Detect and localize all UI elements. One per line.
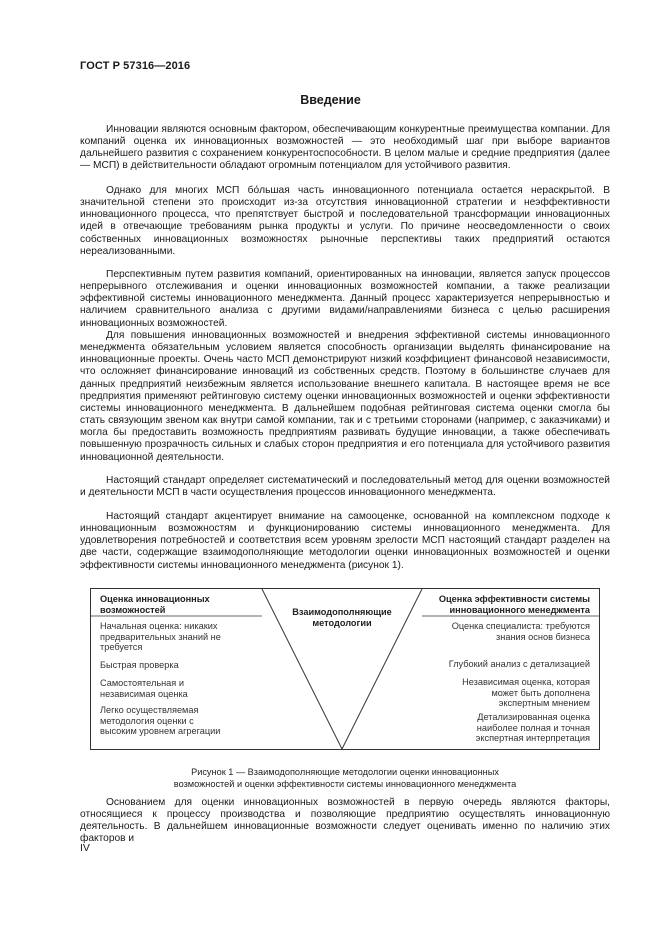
left-item-2: Быстрая проверка bbox=[100, 660, 179, 670]
caption-line-1: Рисунок 1 — Взаимодополняющие методологии оценки инновационных bbox=[191, 767, 499, 777]
left-item-4: Легко осуществляемая методология оценки с высоким уровнем агрегации bbox=[100, 705, 221, 737]
left-item-1: Начальная оценка: никаких предварительных знаний не требуется bbox=[100, 621, 221, 653]
page-number: IV bbox=[80, 842, 90, 854]
paragraph-after-figure: Основанием для оценки инновационных возможностей в первую очередь являются факторы, относящиеся к процессу производства и позволяющие предприятию осуществлять инновационную деятельность. В дальнейшем инновационные возможности следует оценивать именно по наличию этих факторов и bbox=[80, 797, 610, 845]
paragraph-3: Перспективным путем развития компаний, ориентированных на инновации, является запуск процессов непрерывного отслеживания и оценки инновационных возможностей компании, а также реализации эффективной системы инновационного менеджмента. Данный процесс характеризуется непрерывностью и наличием сравнительного анализа с другими видами/направлениями бизнеса с целью расширения инновационных возможностей. bbox=[80, 269, 610, 329]
standard-header: ГОСТ Р 57316—2016 bbox=[80, 60, 191, 72]
paragraph-5: Настоящий стандарт определяет систематический и последовательный метод для оценки возможностей и деятельности МСП в части осуществления процессов инновационного менеджмента. bbox=[80, 475, 610, 499]
right-item-4: Детализированная оценка наиболее полная и точная экспертная интерпретация bbox=[475, 712, 590, 744]
figure-1 bbox=[90, 588, 600, 758]
figure-caption bbox=[80, 766, 610, 790]
section-title: Введение bbox=[300, 93, 361, 107]
paragraph-6: Настоящий стандарт акцентирует внимание на самооценке, основанной на комплексном подходе к инновационным возможностям и функционированию системы инновационного менеджмента. Для удовлетворения потребностей и соответствия всем уровням зрелости МСП настоящий стандарт разделен на две части, содержащие взаимодополняющие методологии оценки инновационных возможностей и оценки эффективности системы инновационного менеджмента (рисунок 1). bbox=[80, 511, 610, 571]
caption-line-2: возможностей и оценки эффективности системы инновационного менеджмента bbox=[173, 779, 517, 789]
left-item-3: Самостоятельная и независимая оценка bbox=[100, 678, 188, 699]
right-item-2: Глубокий анализ с детализацией bbox=[448, 659, 590, 669]
right-heading: Оценка эффективности системы инновационного менеджмента bbox=[438, 594, 590, 615]
right-item-1: Оценка специалиста: требуются знания основ бизнеса bbox=[451, 621, 590, 642]
paragraph-2: Однако для многих МСП бо́льшая часть инновационного потенциала остается нераскрытой. В значительной степени это происходит из-за отсутствия инновационной стратегии и неэффективности инновационного процесса, что препятствует быстрой и последовательной трансформации инновационных идей в отвечающие требованиям рынка продукты и услуги. По причине неосведомленности о своих собственных инновационных возможностях рыночные перспективы таких предприятий остаются нереализованными. bbox=[80, 185, 610, 257]
left-heading: Оценка инновационных возможностей bbox=[100, 594, 210, 615]
right-item-3: Независимая оценка, которая может быть дополнена экспертным мнением bbox=[462, 677, 590, 709]
paragraph-1: Инновации являются основным фактором, обеспечивающим конкурентные преимущества компании. Для компаний оценка их инновационных возможностей — это необходимый шаг при выборе вариантов дальнейшего развития с сохранением конкурентоспособности. В целом малые и средние предприятия (далее — МСП) в действительности обладают огромным потенциалом для устойчивого развития. bbox=[80, 124, 610, 172]
center-heading: Взаимодополняющие методологии bbox=[292, 607, 392, 628]
paragraph-4: Для повышения инновационных возможностей и внедрения эффективной системы инновационного менеджмента обязательным условием является способность организации выделять финансирование на инновационные проекты. Очень часто МСП демонстрируют низкий коэффициент финансовой независимости, что осложняет финансирование инноваций из собственных средств. Поэтому в большинстве случаев для данных предприятий неизбежным является использование внешнего капитала. В настоящее время не все предприятия применяют рейтинговую систему оценки инновационных возможностей и оценки эффективности системы инновационного менеджмента. В дальнейшем подобная рейтинговая система оценки смогла бы стать связующим звеном как внутри самой компании, так и с третьими сторонами (например, с заказчиками) и могла бы предоставить возможность предприятиям развивать будущие инновации, а также обеспечивать повышенную прозрачность сильных и слабых сторон предприятия и его потенциала для устойчивого развития инновационной деятельности. bbox=[80, 330, 610, 463]
